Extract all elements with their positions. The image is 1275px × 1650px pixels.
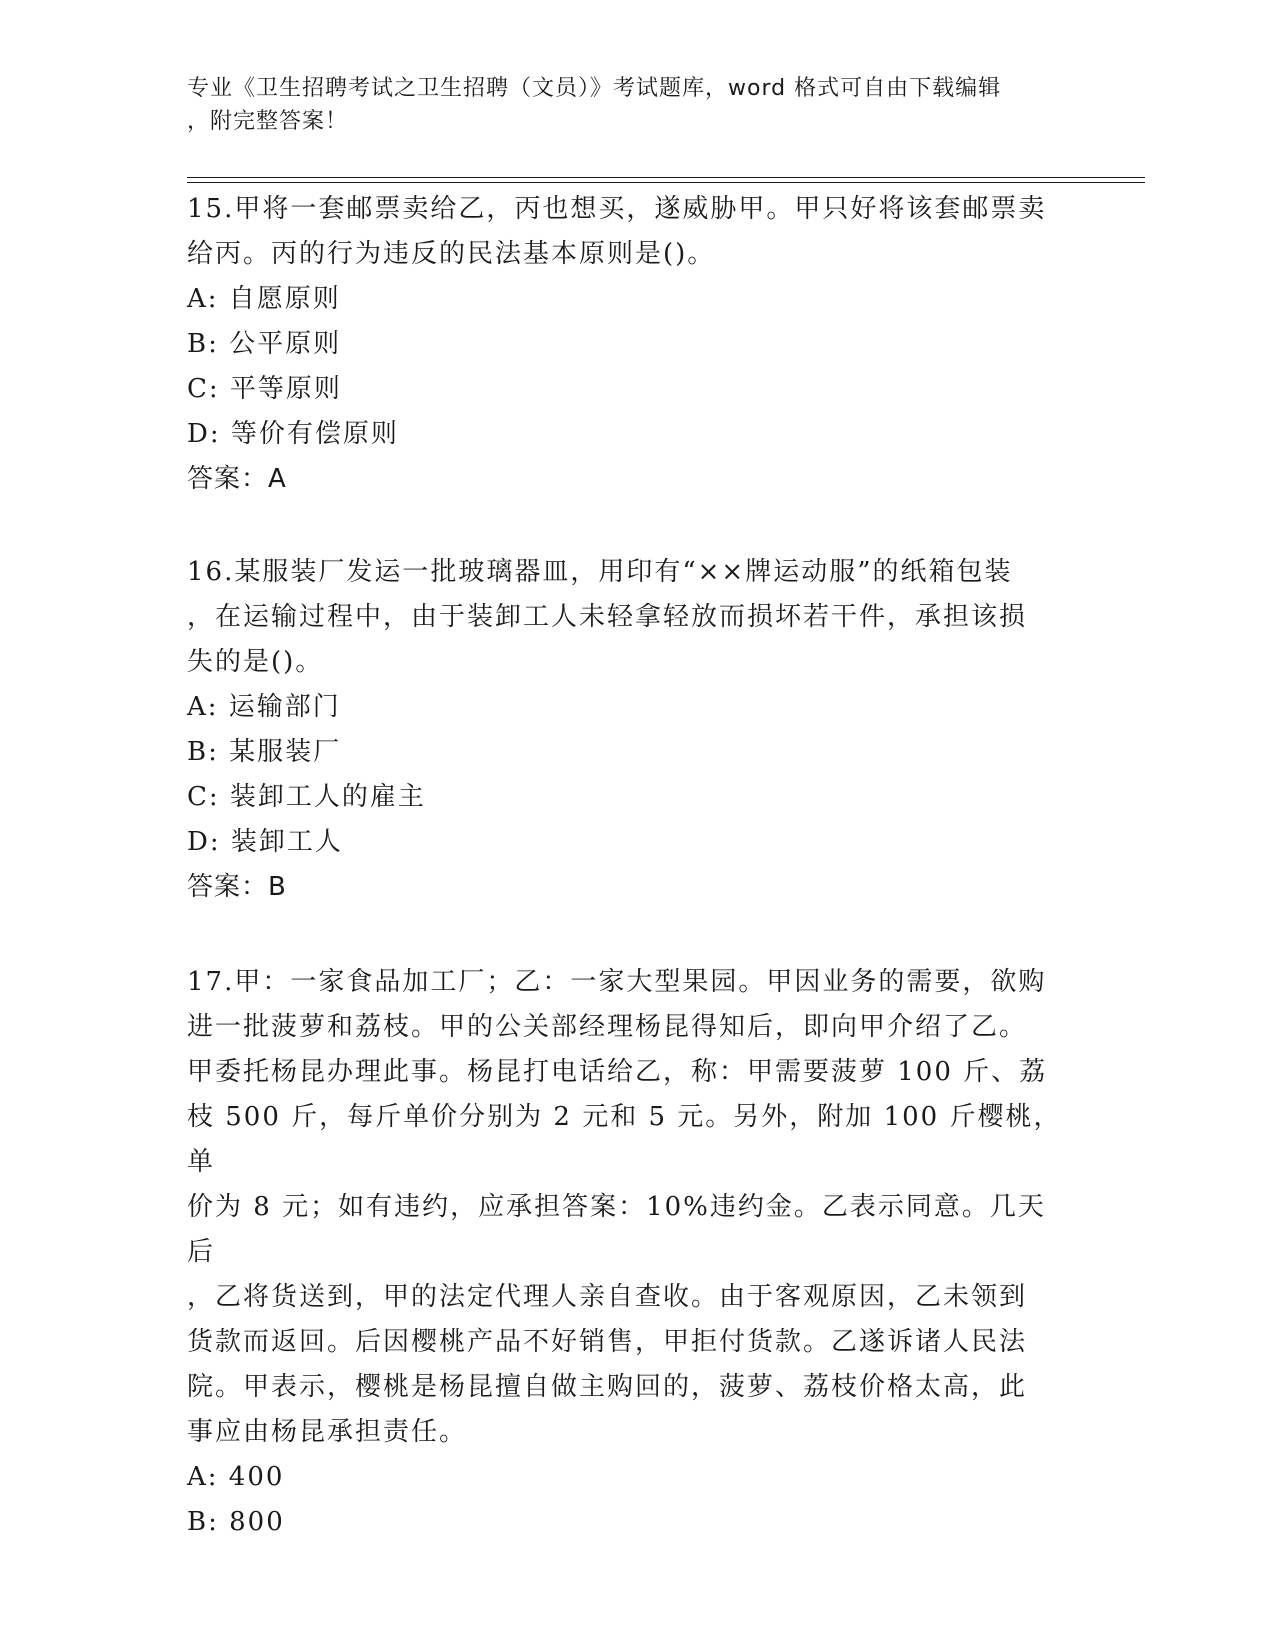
option-b: B: 公平原则 <box>187 329 342 359</box>
question-stem: 17.甲：一家食品加工厂；乙：一家大型果园。甲因业务的需要，欲购 进一批菠萝和荔枝。甲的公关部经理杨昆得知后，即向甲介绍了乙。 甲委托杨昆办理此事。杨昆打电话给乙，称：甲需要菠萝 100 斤、荔 枝 500 斤，每斤单价分别为 2 元和 5 元。另外，附加 100 斤樱桃，单 价为 8 元；如有违约，应承担答案：10%违约金。乙表示同意。几天后 ，乙将货送到，甲的法定代理人亲自查收。由于客观原因，乙未领到 货款而返回。后因樱桃产品不好销售，甲拒付货款。乙遂诉诸人民法 院。甲表示，樱桃是杨昆擅自做主购回的，菠萝、荔枝价格太高，此 事应由杨昆承担责任。 <box>187 967 1062 1447</box>
option-c: C: 装卸工人的雇主 <box>187 782 426 812</box>
question-stem: 15.甲将一套邮票卖给乙，丙也想买，遂威胁甲。甲只好将该套邮票卖 给丙。丙的行为违反的民法基本原则是()。 <box>187 194 1047 269</box>
option-a: A: 运输部门 <box>187 692 341 722</box>
question-15 <box>187 187 1067 502</box>
option-d: D: 等价有偿原则 <box>187 419 399 449</box>
question-16 <box>187 550 1067 910</box>
answer-line: 答案：B <box>187 872 287 902</box>
option-b: B: 某服装厂 <box>187 737 342 767</box>
option-c: C: 平等原则 <box>187 374 342 404</box>
option-a: A: 400 <box>187 1462 285 1492</box>
option-d: D: 装卸工人 <box>187 827 343 857</box>
option-a: A: 自愿原则 <box>187 284 341 314</box>
option-b: B: 800 <box>187 1507 285 1537</box>
question-17 <box>187 960 1067 1545</box>
question-stem: 16.某服装厂发运一批玻璃器皿，用印有“××牌运动服”的纸箱包装 ，在运输过程中，由于装卸工人未轻拿轻放而损坏若干件，承担该损 失的是()。 <box>187 557 1028 677</box>
answer-line: 答案：A <box>187 464 287 494</box>
header-divider <box>187 177 1145 178</box>
document-header: 专业《卫生招聘考试之卫生招聘（文员）》考试题库，word 格式可自由下载编辑 ，附完整答案！ <box>187 76 1002 134</box>
header-divider <box>187 182 1145 183</box>
